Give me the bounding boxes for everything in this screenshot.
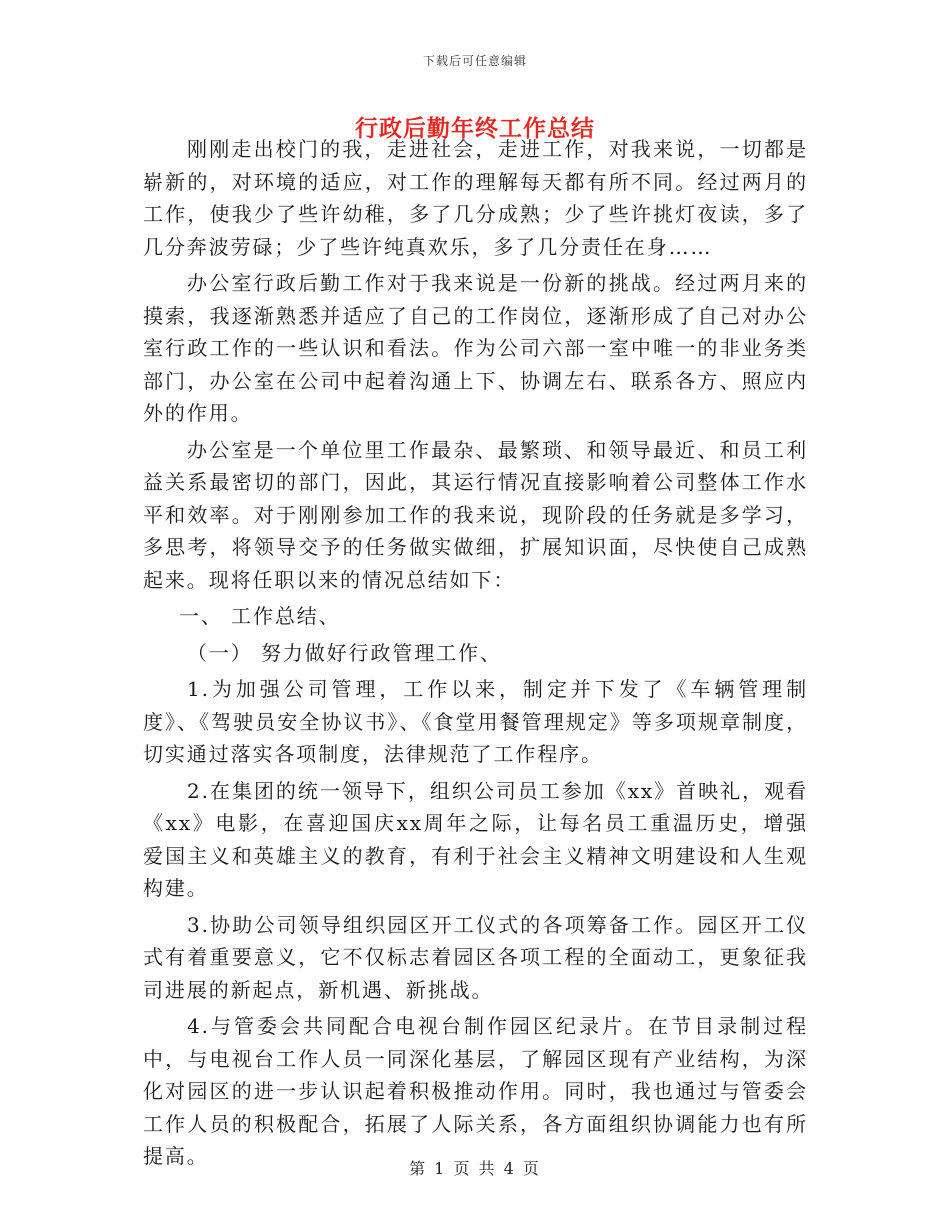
- header-note: 下载后可任意编辑: [422, 54, 527, 68]
- list-item: 4.与管委会共同配合电视台制作园区纪录片。在节目录制过程中，与电视台工作人员一同深化基层，了解园区现有产业结构，为深化对园区的进一步认识起着积极推动作用。同时，我也通过与管委会工作人员的积极配合，拓展了人际关系，各方面组织协调能力也有所提高。: [143, 1014, 808, 1168]
- paragraph: 办公室是一个单位里工作最杂、最繁琐、和领导最近、和员工利益关系最密切的部门，因此，其运行情况直接影响着公司整体工作水平和效率。对于刚刚参加工作的我来说，现阶段的任务就是多学习，多思考，将领导交予的任务做实做细，扩展知识面，尽快使自己成熟起来。现将任职以来的情况总结如下：: [143, 437, 808, 592]
- page-number: 第 1 页 共 4 页: [409, 1159, 541, 1178]
- section-heading: 一、 工作总结、: [179, 604, 341, 628]
- list-item: 3.协助公司领导组织园区开工仪式的各项筹备工作。园区开工仪式有着重要意义，它不仅标志着园区各项工程的全面动工，更象征我司进展的新起点，新机遇、新挑战。: [143, 912, 808, 1002]
- list-item: 2.在集团的统一领导下，组织公司员工参加《xx》首映礼，观看《xx》电影，在喜迎国庆xx周年之际，让每名员工重温历史，增强爱国主义和英雄主义的教育，有利于社会主义精神文明建设和人生观构建。: [143, 778, 808, 900]
- subsection-heading: （一） 努力做好行政管理工作、: [187, 640, 502, 665]
- paragraph: 办公室行政后勤工作对于我来说是一份新的挑战。经过两月来的摸索，我逐渐熟悉并适应了自己的工作岗位，逐渐形成了自己对办公室行政工作的一些认识和看法。作为公司六部一室中唯一的非业务类部门，办公室在公司中起着沟通上下、协调左右、联系各方、照应内外的作用。: [143, 271, 808, 425]
- document-title: 行政后勤年终工作总结: [355, 115, 595, 142]
- paragraph: 刚刚走出校门的我，走进社会，走进工作，对我来说，一切都是崭新的，对环境的适应，对工作的理解每天都有所不同。经过两月的工作，使我少了些许幼稚，多了几分成熟；少了些许挑灯夜读，多了几分奔波劳碌；少了些许纯真欢乐，多了几分责任在身……: [143, 137, 808, 259]
- document-body: [143, 133, 808, 1177]
- list-item: 1.为加强公司管理，工作以来，制定并下发了《车辆管理制度》、《驾驶员安全协议书》、《食堂用餐管理规定》等多项规章制度，切实通过落实各项制度，法律规范了工作程序。: [143, 677, 808, 766]
